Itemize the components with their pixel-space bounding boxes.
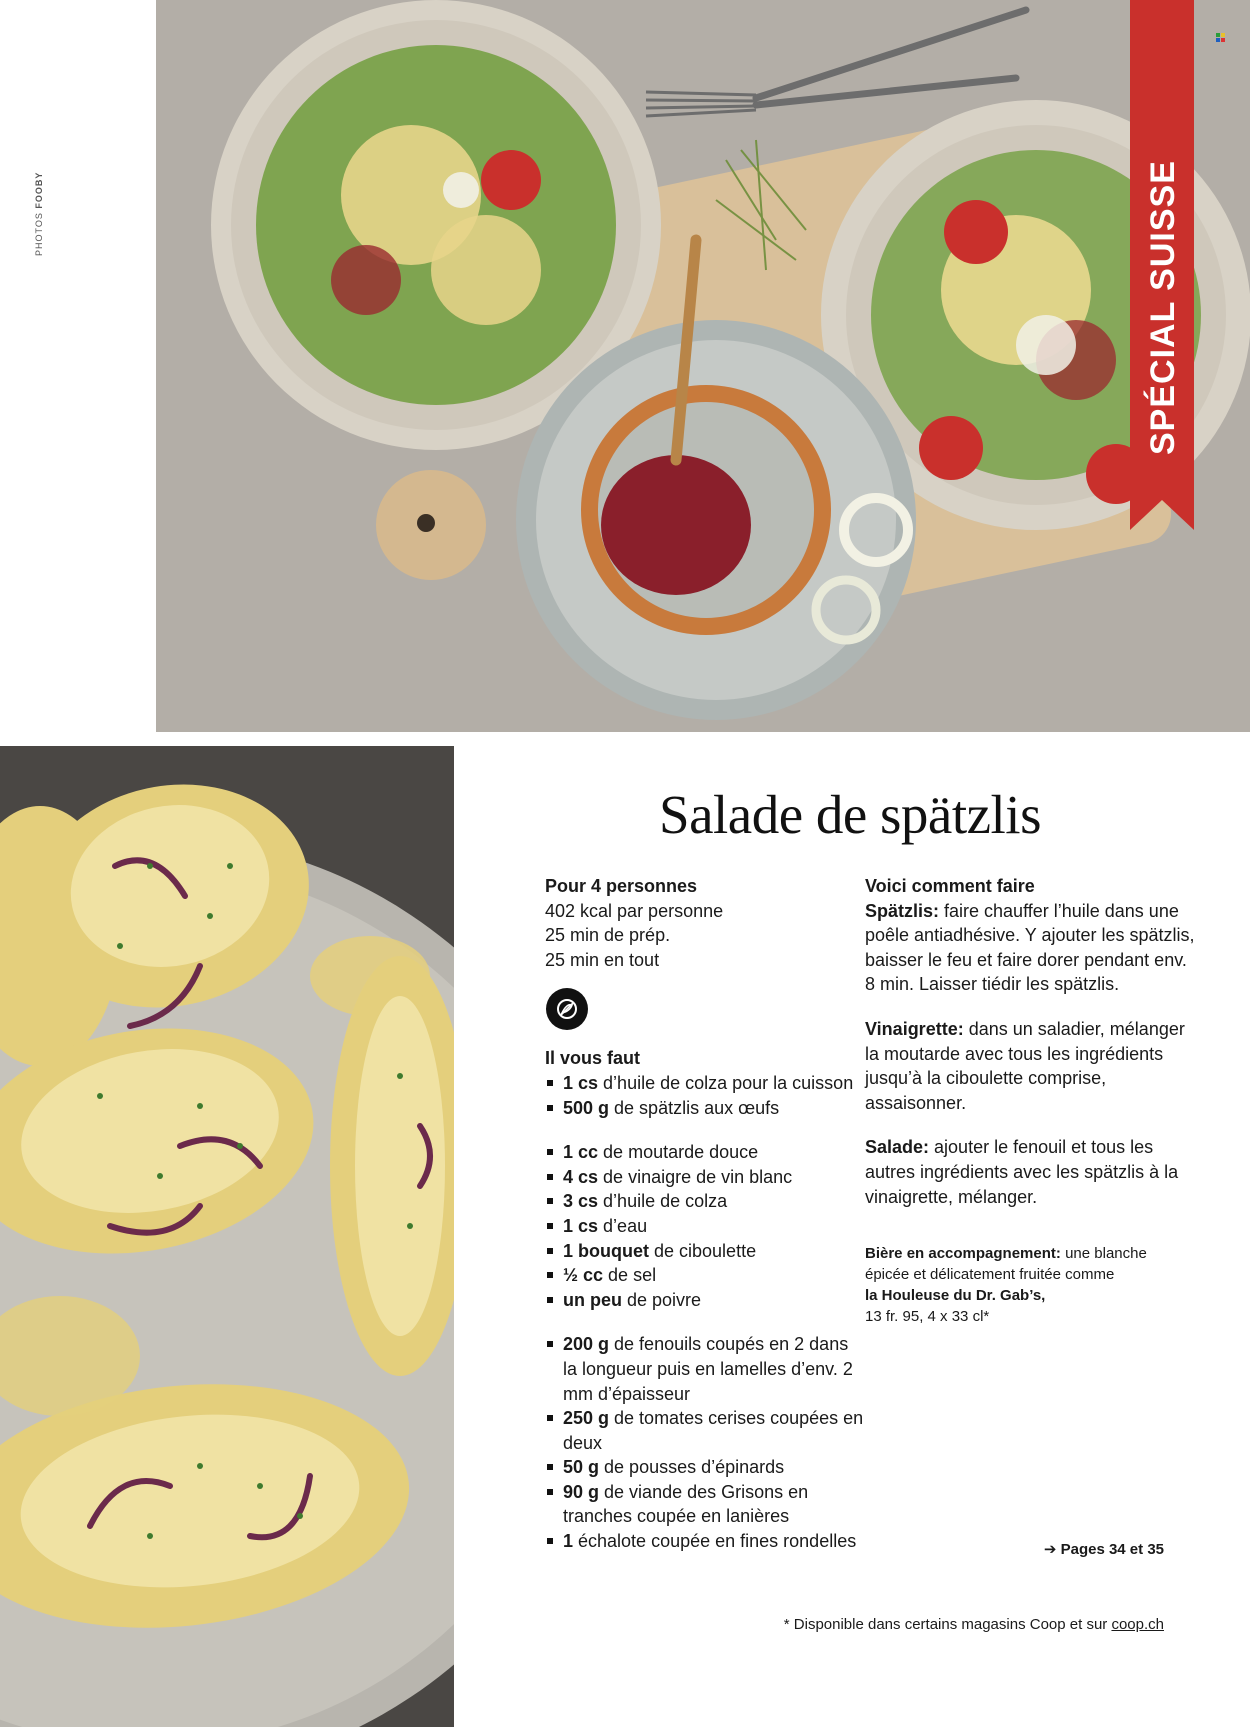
special-suisse-banner: [1130, 0, 1194, 500]
recipe-title: Salade de spätzlis: [659, 784, 1041, 845]
pages-reference: ➔ Pages 34 et 35: [1043, 1541, 1164, 1558]
ingredient-item: ½ cc de sel: [545, 1263, 865, 1288]
ingredient-item: 50 g de pousses d’épinards: [545, 1455, 865, 1480]
step-spatzlis: Spätzlis: faire chauffer l’huile dans une poêle antiadhésive. Y ajouter les spätzlis, baisser le feu et faire dorer pendant env. 8 min. Laisser tiédir les spätzlis.: [865, 900, 1195, 995]
kcal: 402 kcal par personne: [545, 900, 724, 921]
step-salade: Salade: ajouter le fenouil et tous les autres ingrédients avec les spätzlis à la vinaigrette, mélanger.: [865, 1137, 1179, 1207]
servings: Pour 4 personnes: [545, 876, 698, 896]
ingredient-item: un peu de poivre: [545, 1288, 865, 1313]
coop-link[interactable]: coop.ch: [1111, 1616, 1164, 1633]
ingredient-item: 250 g de tomates cerises coupées en deux: [545, 1406, 865, 1455]
banner-text: SPÉCIAL SUISSE: [1144, 160, 1182, 455]
ingredients-heading: Il vous faut: [545, 1048, 641, 1069]
total-time: 25 min en tout: [545, 949, 660, 970]
photo-credit: [34, 171, 54, 266]
no-meat-free-icon: [546, 988, 588, 1030]
method-column: [865, 874, 1195, 1327]
ingredient-item: 1 cs d’huile de colza pour la cuisson: [545, 1071, 865, 1096]
ingredient-item: 3 cs d’huile de colza: [545, 1189, 865, 1214]
ingredient-list-2: [545, 1140, 865, 1312]
left-photo-cheese-toasts: [0, 746, 454, 1727]
ingredient-item: 1 cc de moutarde douce: [545, 1140, 865, 1165]
photo-credit-name: FOOBY: [34, 171, 44, 209]
ingredient-item: 1 cs d’eau: [545, 1214, 865, 1239]
recipe-info-column: [545, 874, 865, 1554]
color-dots-icon: [1216, 33, 1226, 43]
top-photo-salad-bowls: [156, 0, 1250, 732]
ingredient-list-3: [545, 1332, 865, 1553]
step-vinaigrette: Vinaigrette: dans un saladier, mélanger la moutarde avec tous les ingrédients jusqu’à la ciboulette comprise, assaisonner.: [865, 1018, 1185, 1113]
ingredient-item: 4 cs de vinaigre de vin blanc: [545, 1165, 865, 1190]
ingredient-item: 200 g de fenouils coupés en 2 dans la longueur puis en lamelles d’env. 2 mm d’épaisseur: [545, 1332, 865, 1406]
ingredient-item: 1 échalote coupée en fines rondelles: [545, 1529, 865, 1554]
photo-credit-prefix: PHOTOS: [34, 212, 44, 256]
prep-time: 25 min de prép.: [545, 925, 671, 946]
ingredient-list-1: [545, 1071, 865, 1120]
beer-pairing: Bière en accompagnement: une blanche épicée et délicatement fruitée comme la Houleuse du Dr. Gab’s, 13 fr. 95, 4 x 33 cl*: [865, 1245, 1147, 1326]
footnote: * Disponible dans certains magasins Coop et sur coop.ch: [783, 1616, 1164, 1633]
method-heading: Voici comment faire: [865, 876, 1035, 896]
ingredient-item: 90 g de viande des Grisons en tranches coupée en lanières: [545, 1480, 865, 1529]
ingredient-item: 1 bouquet de ciboulette: [545, 1239, 865, 1264]
ingredient-item: 500 g de spätzlis aux œufs: [545, 1096, 865, 1121]
